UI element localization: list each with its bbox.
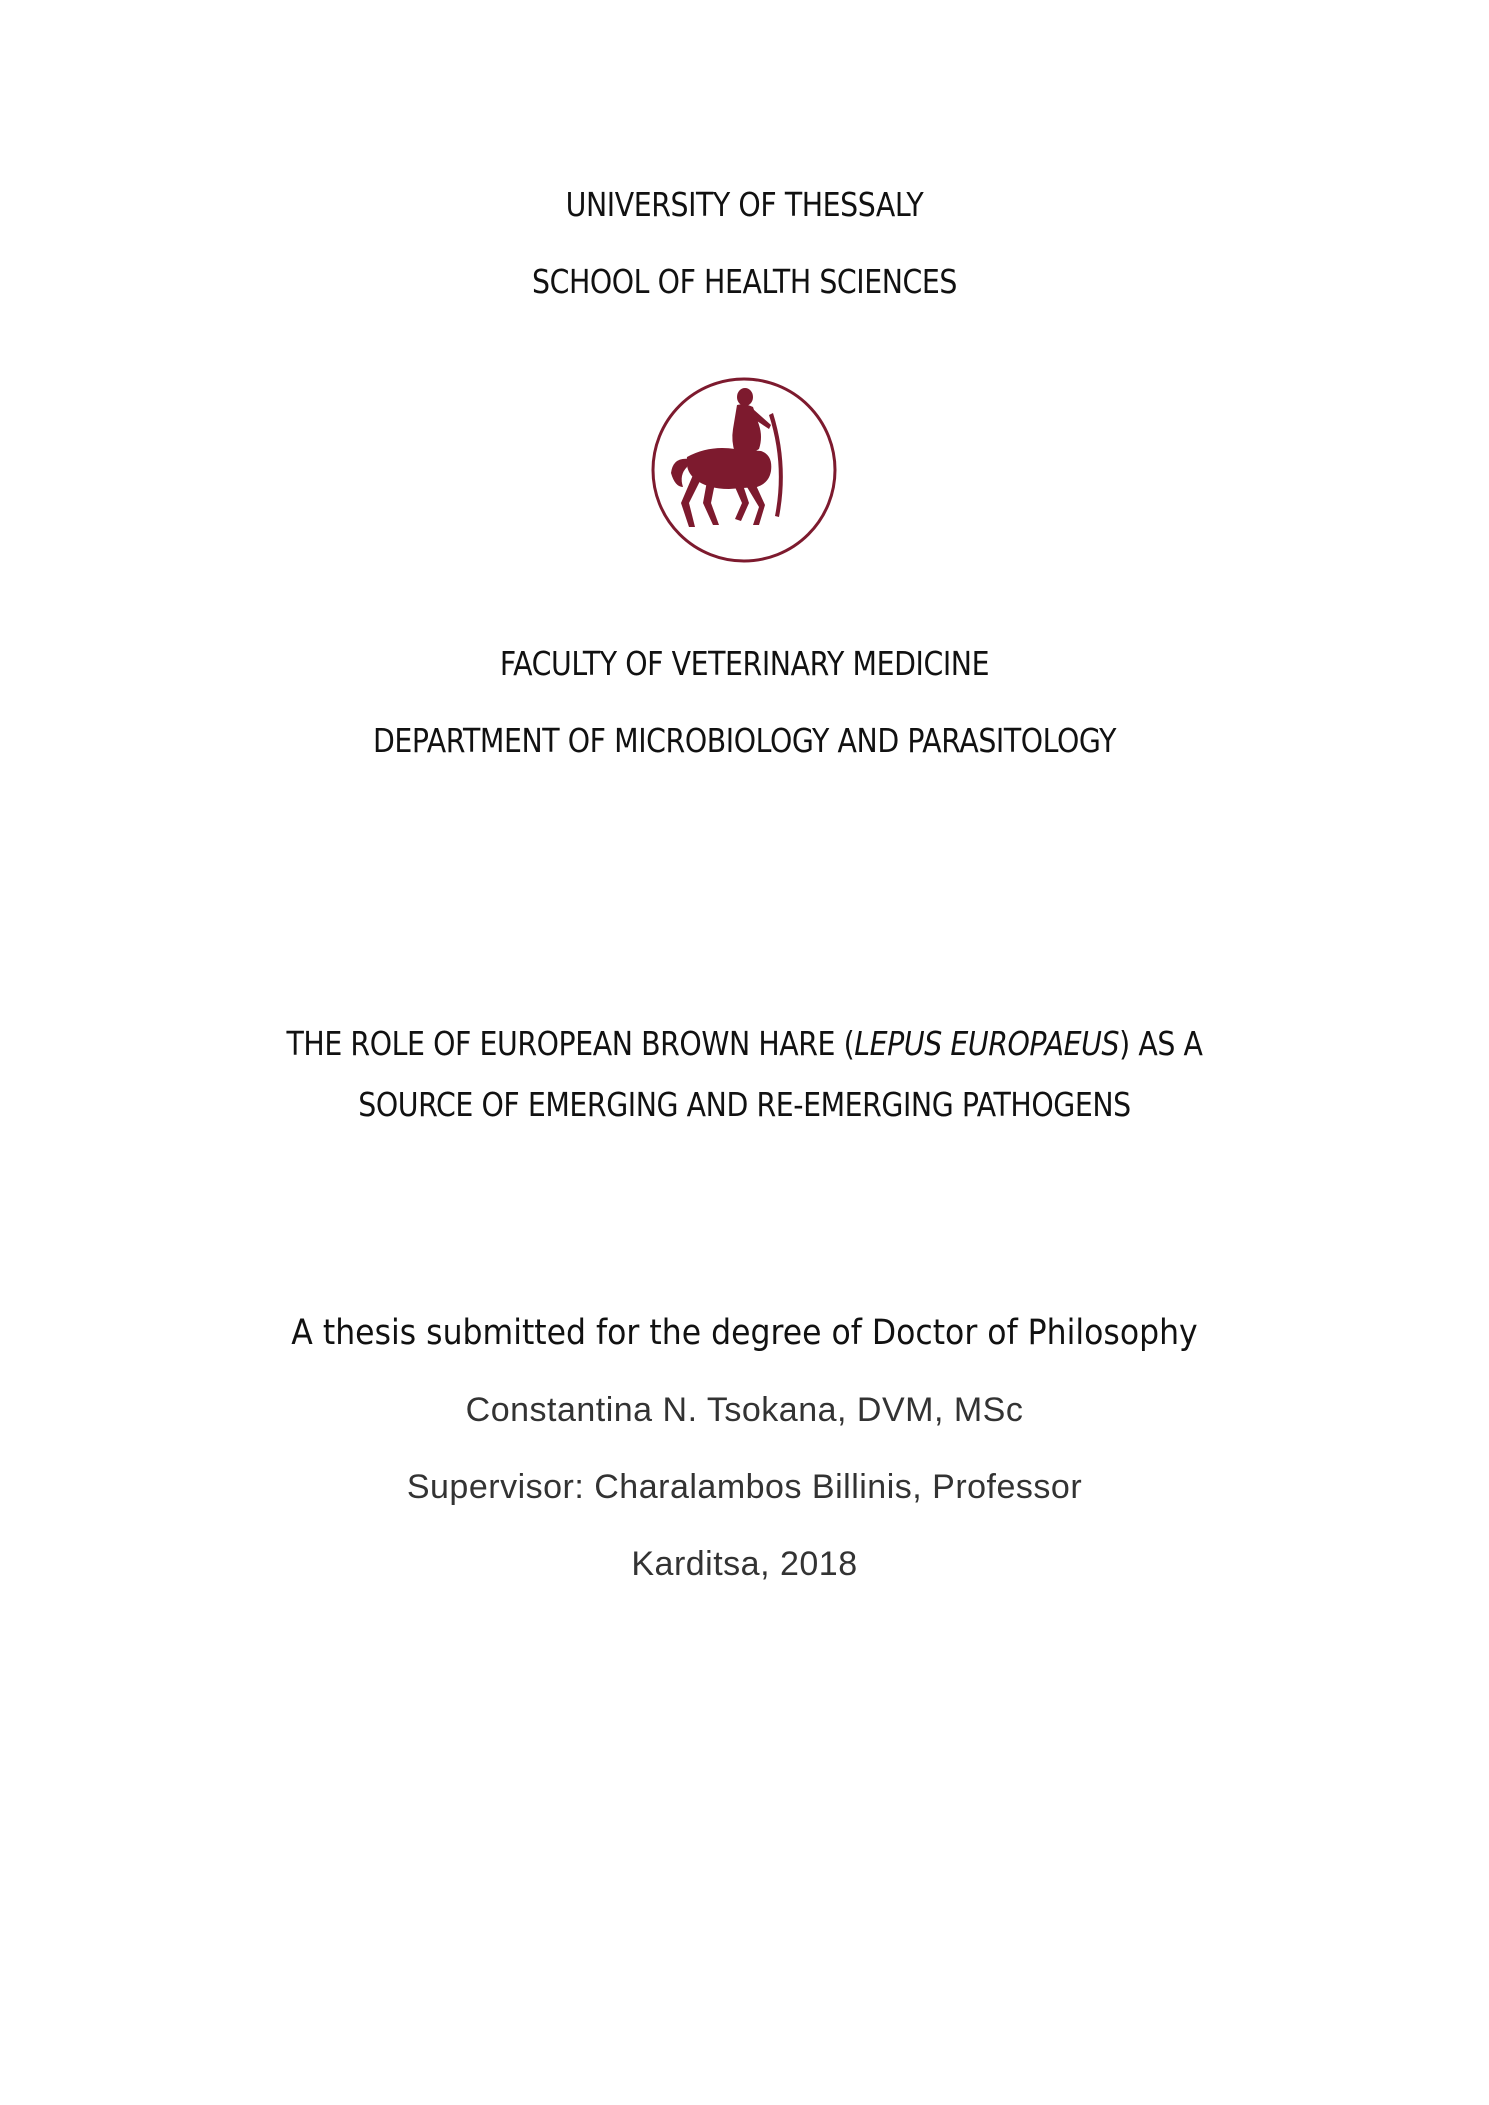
degree-statement: A thesis submitted for the degree of Doctor of Philosophy [291, 1313, 1198, 1353]
centaur-seal-icon [649, 375, 839, 565]
university-name: UNIVERSITY OF THESSALY [565, 185, 924, 224]
school-name: SCHOOL OF HEALTH SCIENCES [531, 262, 958, 301]
title-species-italic: LEPUS EUROPAEUS [854, 1024, 1120, 1063]
place-and-year: Karditsa, 2018 [631, 1545, 858, 1583]
thesis-title-line-1 [104, 1024, 1385, 1063]
title-suffix: ) AS A [1119, 1024, 1203, 1063]
supervisor-name: Supervisor: Charalambos Billinis, Professor [406, 1468, 1083, 1506]
author-name: Constantina N. Tsokana, DVM, MSc [465, 1391, 1024, 1429]
faculty-name: FACULTY OF VETERINARY MEDICINE [499, 644, 990, 683]
thesis-title-line-2: SOURCE OF EMERGING AND RE-EMERGING PATHOGENS [358, 1085, 1131, 1124]
title-prefix: THE ROLE OF EUROPEAN BROWN HARE ( [286, 1024, 855, 1063]
department-name: DEPARTMENT OF MICROBIOLOGY AND PARASITOLOGY [372, 721, 1116, 760]
